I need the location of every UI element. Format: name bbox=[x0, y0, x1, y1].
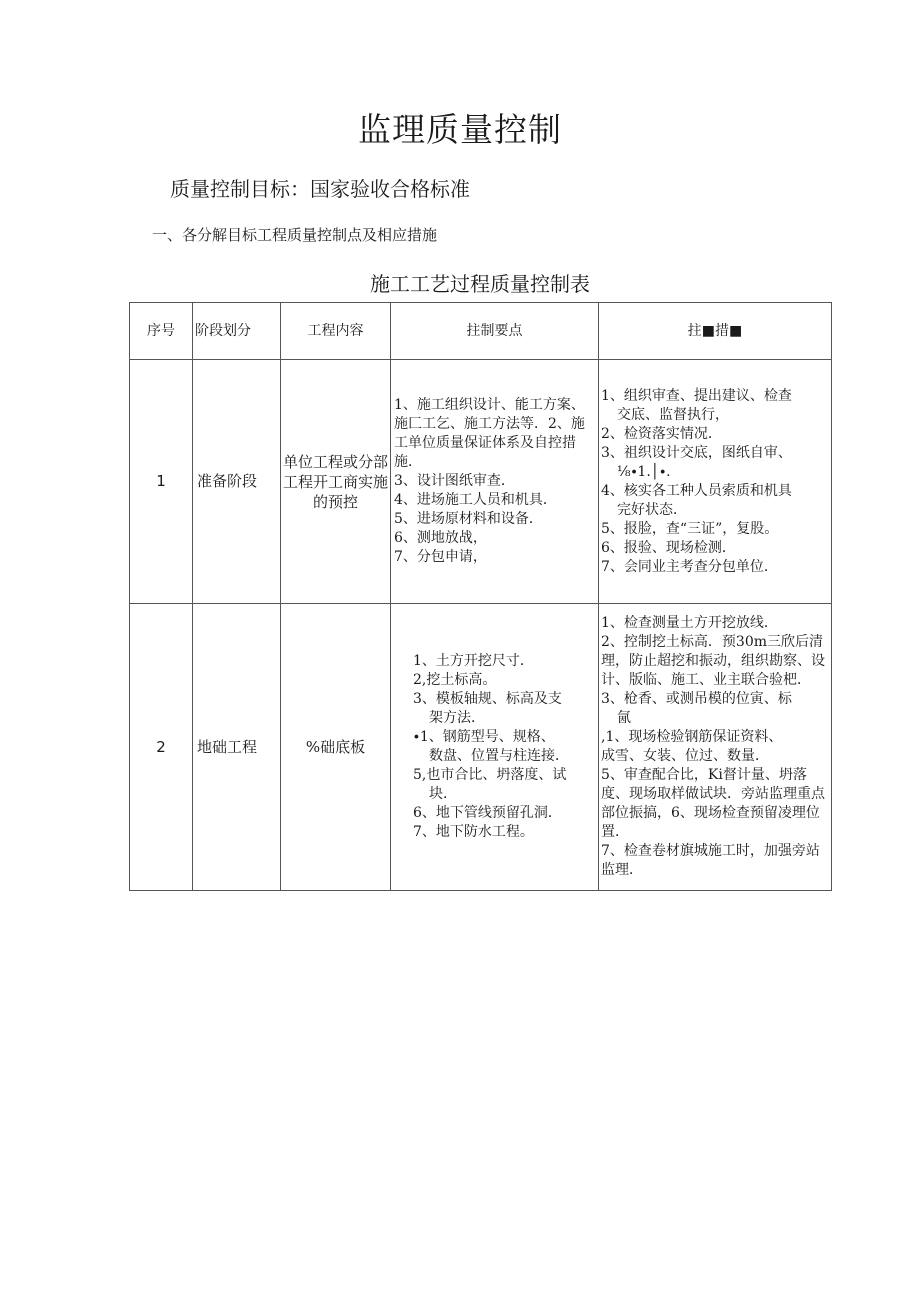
measure-item: 3、祖织设计交底，图纸自审、 bbox=[601, 444, 792, 461]
measure-item: 交底、监督执行， bbox=[617, 406, 729, 423]
control-point-item: 7、地下防水工程。 bbox=[413, 824, 534, 840]
measure-item: ,1、现场检验钢筋保证资料、 bbox=[601, 729, 783, 745]
control-point-item: 3、设计图纸审查． bbox=[394, 473, 515, 489]
table-row bbox=[130, 360, 832, 604]
control-point-item: 数盘、位置与柱连接． bbox=[429, 748, 569, 764]
measure-item: 1、检查测量土方开挖放线． bbox=[601, 615, 778, 631]
row-number: 2 bbox=[130, 604, 193, 891]
measure-item: 氤 bbox=[617, 710, 631, 726]
control-point-item: 5、进场原材料和设备． bbox=[394, 511, 543, 527]
control-point-item: 6、测地放战， bbox=[394, 530, 487, 546]
control-point-item: 2,挖土标高。 bbox=[413, 672, 497, 688]
header-content: 工程内容 bbox=[281, 303, 391, 360]
control-point-item: 7、分包申请， bbox=[394, 549, 487, 565]
measure-item: 完好状态． bbox=[617, 501, 687, 518]
measure-item: 2、检资落实情况． bbox=[601, 425, 722, 442]
row-control-points bbox=[391, 604, 599, 891]
header-points: 拄制要点 bbox=[391, 303, 599, 360]
measure-item: 1、组织审查、提出建议、检查 bbox=[601, 387, 792, 404]
control-point-item: 架方法． bbox=[429, 710, 485, 726]
row-control-points bbox=[391, 360, 599, 604]
measure-item: 3、枪香、或测吊模的位寅、标 bbox=[601, 691, 792, 707]
row-stage: 准备阶段 bbox=[193, 360, 281, 604]
measure-item: 2、控制挖土标高．预30m三欣后清理，防止超挖和振动，组织勘察、设计、版临、施工、业主联合验杷． bbox=[601, 634, 825, 688]
control-point-item: 1、土方开挖尺寸． bbox=[413, 653, 534, 669]
measure-item: ⅛∙1.│∙. bbox=[617, 463, 671, 480]
control-point-item: ∙1、钢筋型号、规格、 bbox=[413, 729, 555, 745]
control-point-item: 6、地下管线预留孔洞． bbox=[413, 805, 562, 821]
row-stage: 地础工程 bbox=[193, 604, 281, 891]
control-point-item: 5,也市合比、坍落度、试 bbox=[413, 767, 567, 783]
measure-item: 5、报脸，查“三证”，复股。 bbox=[601, 520, 779, 537]
control-point-item: 3、模板轴规、标高及支 bbox=[413, 691, 562, 707]
row-measures bbox=[599, 360, 832, 604]
table-title: 施工工艺过程质量控制表 bbox=[370, 272, 590, 296]
quality-control-table bbox=[129, 302, 832, 891]
control-point-item: 1、施工组织设计、能工方案、施匚工乞、施工方法等．2、施工单位质量保证体系及自控措施． bbox=[394, 397, 585, 470]
row-measures bbox=[599, 604, 832, 891]
row-number: 1 bbox=[130, 360, 193, 604]
measure-item: 成雪、女装、位过、数量． bbox=[601, 748, 769, 764]
table-row bbox=[130, 604, 832, 891]
measure-item: 6、报验、现场检测． bbox=[601, 539, 736, 556]
row-content: 单位工程或分部工程开工商实施的预控 bbox=[281, 360, 391, 604]
control-point-item: 块． bbox=[429, 786, 457, 802]
control-point-item: 4、进场施工人员和机具． bbox=[394, 492, 557, 508]
header-measures: 拄■措■ bbox=[599, 303, 832, 360]
measure-item: 7、会同业主考查分包单位． bbox=[601, 558, 778, 575]
document-title: 监理质量控制 bbox=[358, 110, 562, 149]
section-heading: 一、各分解目标工程质量控制点及相应措施 bbox=[152, 226, 438, 244]
table-header-row bbox=[130, 303, 832, 360]
header-stage: 阶段划分 bbox=[193, 303, 281, 360]
measure-item: 4、核实各工种人员索质和机具 bbox=[601, 482, 792, 499]
measure-item: 7、检查卷材旗城施工时，加强旁站监理． bbox=[601, 843, 820, 878]
header-num: 序号 bbox=[130, 303, 193, 360]
measure-item: 5、审查配合比，Ki督计量、坍落度、现场取样做试块．旁站监理重点部位振搞，6、现场检查预留凌理位置． bbox=[601, 767, 825, 840]
quality-goal-heading: 质量控制目标：国家验收合格标准 bbox=[170, 177, 470, 201]
row-content: %础底板 bbox=[281, 604, 391, 891]
